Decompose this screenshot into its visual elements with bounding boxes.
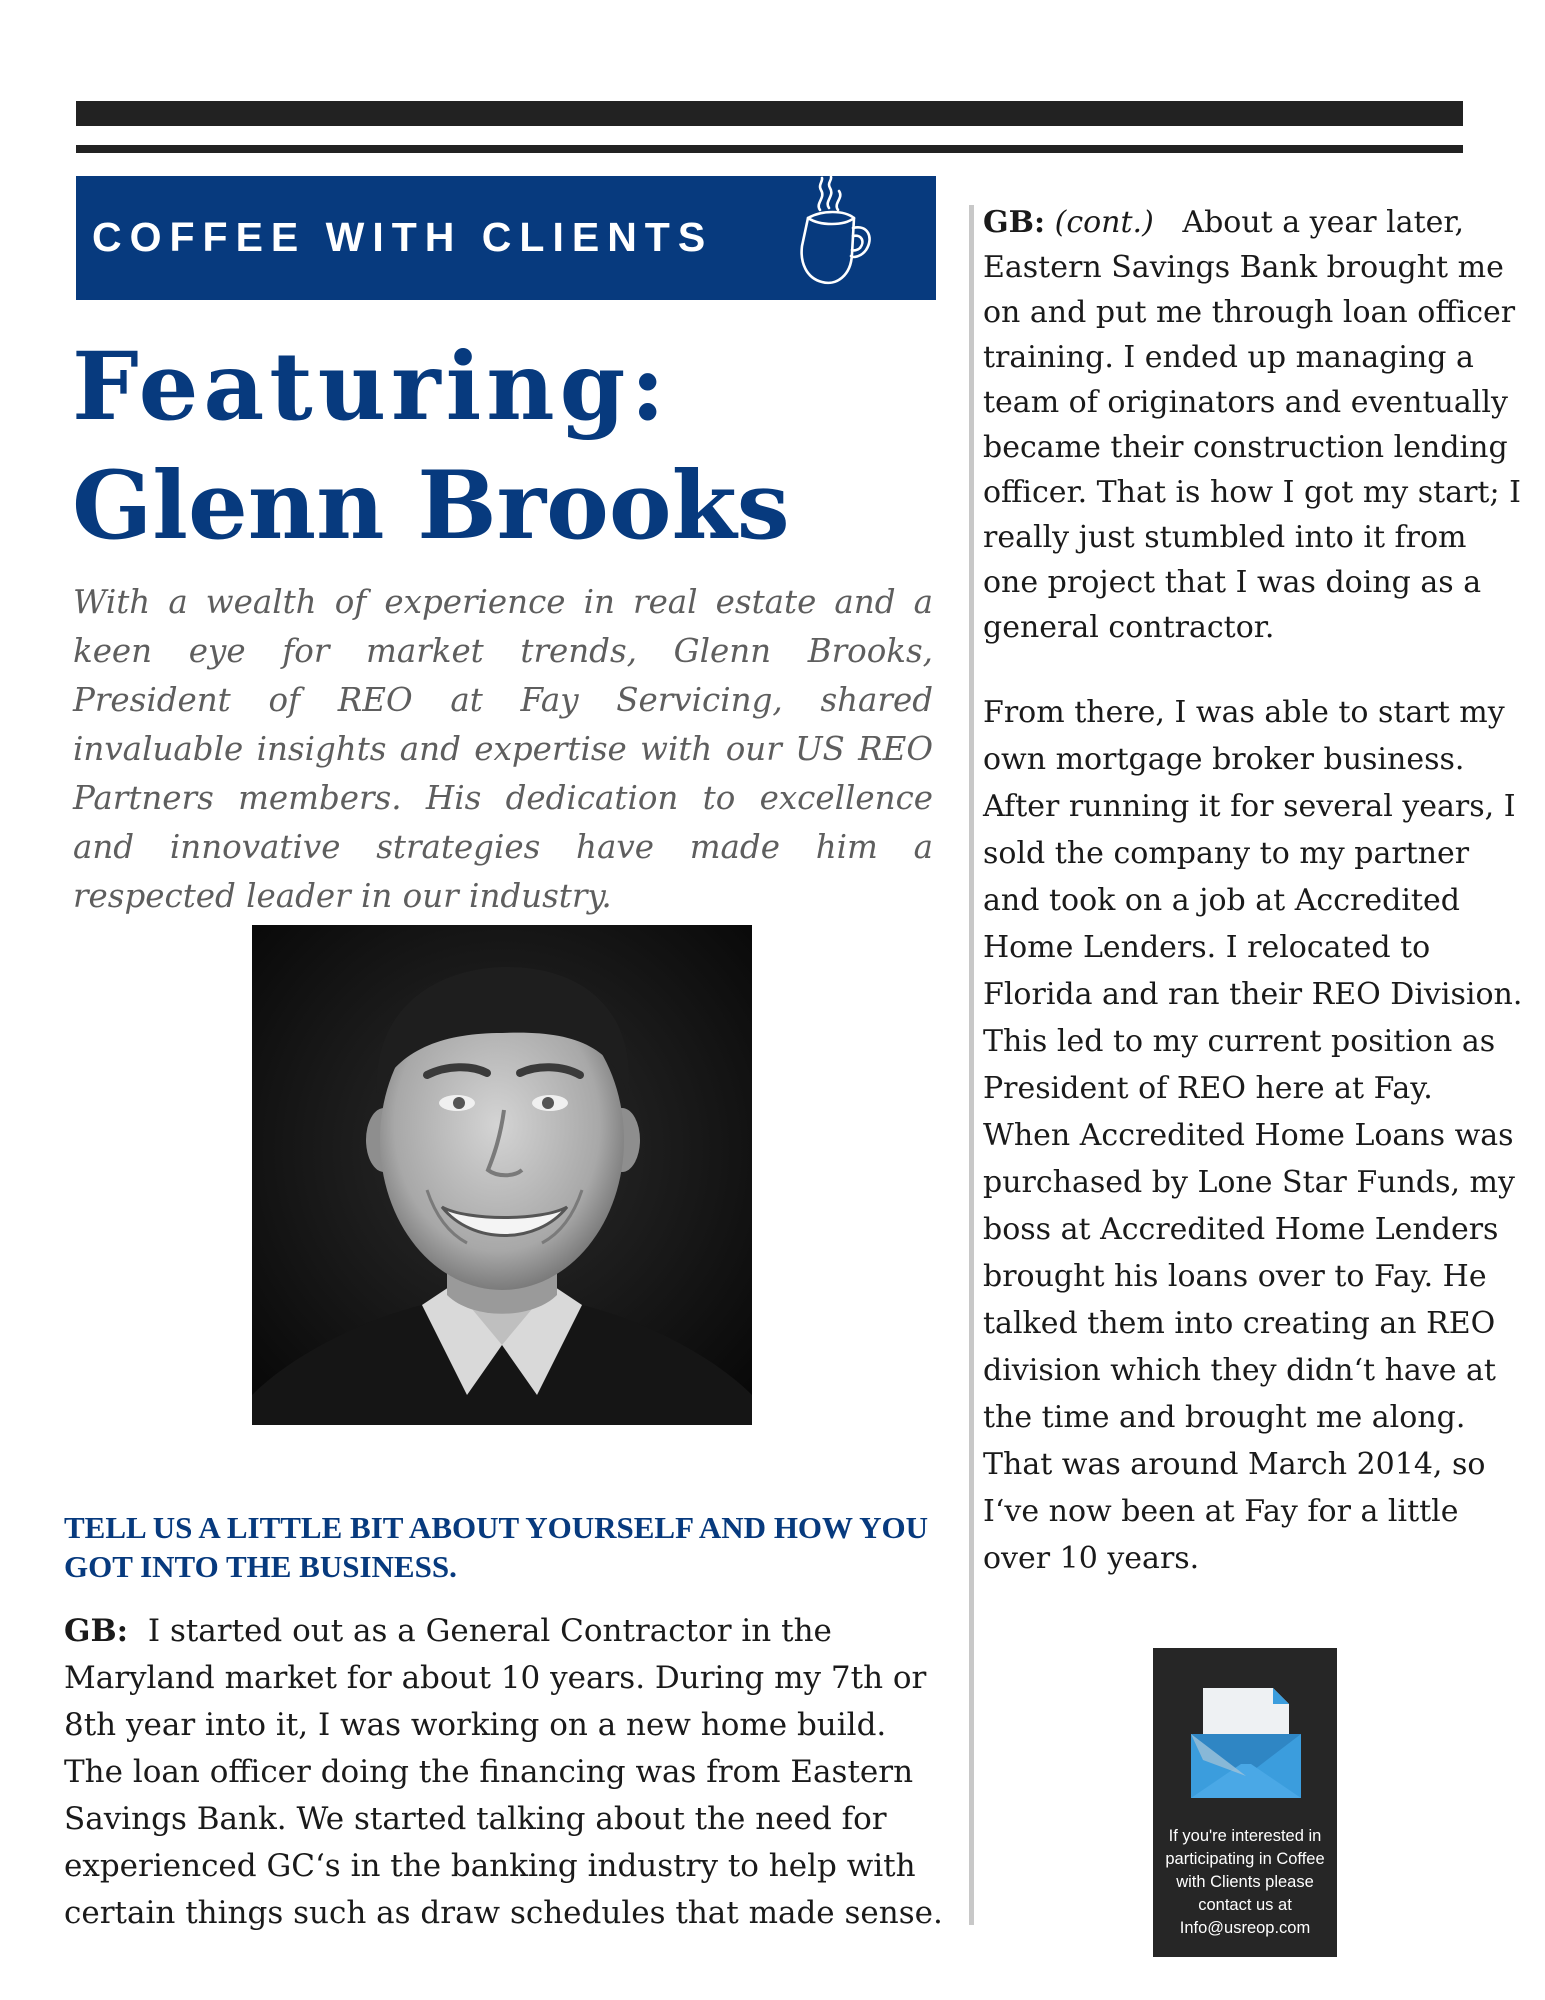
- continued-label: (cont.): [1054, 205, 1154, 240]
- top-rule-thick: [76, 101, 1463, 126]
- top-rule-thin: [76, 145, 1463, 153]
- feature-title-name: Glenn Brooks: [72, 451, 790, 561]
- intro-paragraph: With a wealth of experience in real estate and a keen eye for market trends, Glenn Brooks, President of REO at Fay Servicing, shared invaluable insights and expertise with our US REO Partners members. His dedication to excellence and innovative strategies have made him a respected leader in our industry.: [73, 583, 933, 915]
- portrait-photo: [252, 925, 752, 1425]
- continued-text-1: About a year later, Eastern Savings Bank brought me on and put me through loan officer training. I ended up managing a team of originators and eventually became their construction lending officer. That is how I got my start; I really just stumbled into it from one project that I was doing as a general contractor.: [983, 205, 1521, 645]
- feature-title: [72, 328, 790, 566]
- speaker-label-cont: GB:: [983, 205, 1046, 240]
- continued-paragraph-2: From there, I was able to start my own mortgage broker business. After running it for several years, I sold the company to my partner and took on a job at Accredited Home Lenders. I relocated to Florida and ran their REO Division. This led to my current position as President of REO here at Fay. When Accredited Home Loans was purchased by Lone Star Funds, my boss at Accredited Home Lenders brought his loans over to Fay. He talked them into creating an REO division which they didn‘t have at the time and brought me along. That was around March 2014, so I‘ve now been at Fay for a little over 10 years.: [983, 695, 1523, 1576]
- coffee-mug-icon: [782, 176, 882, 288]
- answer-paragraph: [64, 1608, 944, 1937]
- contact-text: If you're interested in participating in Coffee with Clients please contact us at Info@usreop.com: [1165, 1827, 1325, 1937]
- continued-paragraph-1: [983, 200, 1523, 650]
- answer-text: I started out as a General Contractor in the Maryland market for about 10 years. During my 7th or 8th year into it, I was working on a new home build. The loan officer doing the financing was from Eastern Savings Bank. We started talking about the need for experienced GC‘s in the banking industry to help with certain things such as draw schedules that made sense.: [64, 1613, 943, 1931]
- speaker-label: GB:: [64, 1613, 129, 1649]
- envelope-icon: [1185, 1680, 1307, 1802]
- interview-question: TELL US A LITTLE BIT ABOUT YOURSELF AND HOW YOU GOT INTO THE BUSINESS.: [64, 1510, 928, 1584]
- contact-callout: [1153, 1648, 1337, 1957]
- feature-title-line-1: Featuring:: [72, 332, 671, 442]
- banner-title: COFFEE WITH CLIENTS: [92, 214, 714, 260]
- coffee-with-clients-banner: [76, 176, 936, 300]
- continued-answer-column: [983, 200, 1523, 1582]
- column-divider: [969, 205, 974, 1925]
